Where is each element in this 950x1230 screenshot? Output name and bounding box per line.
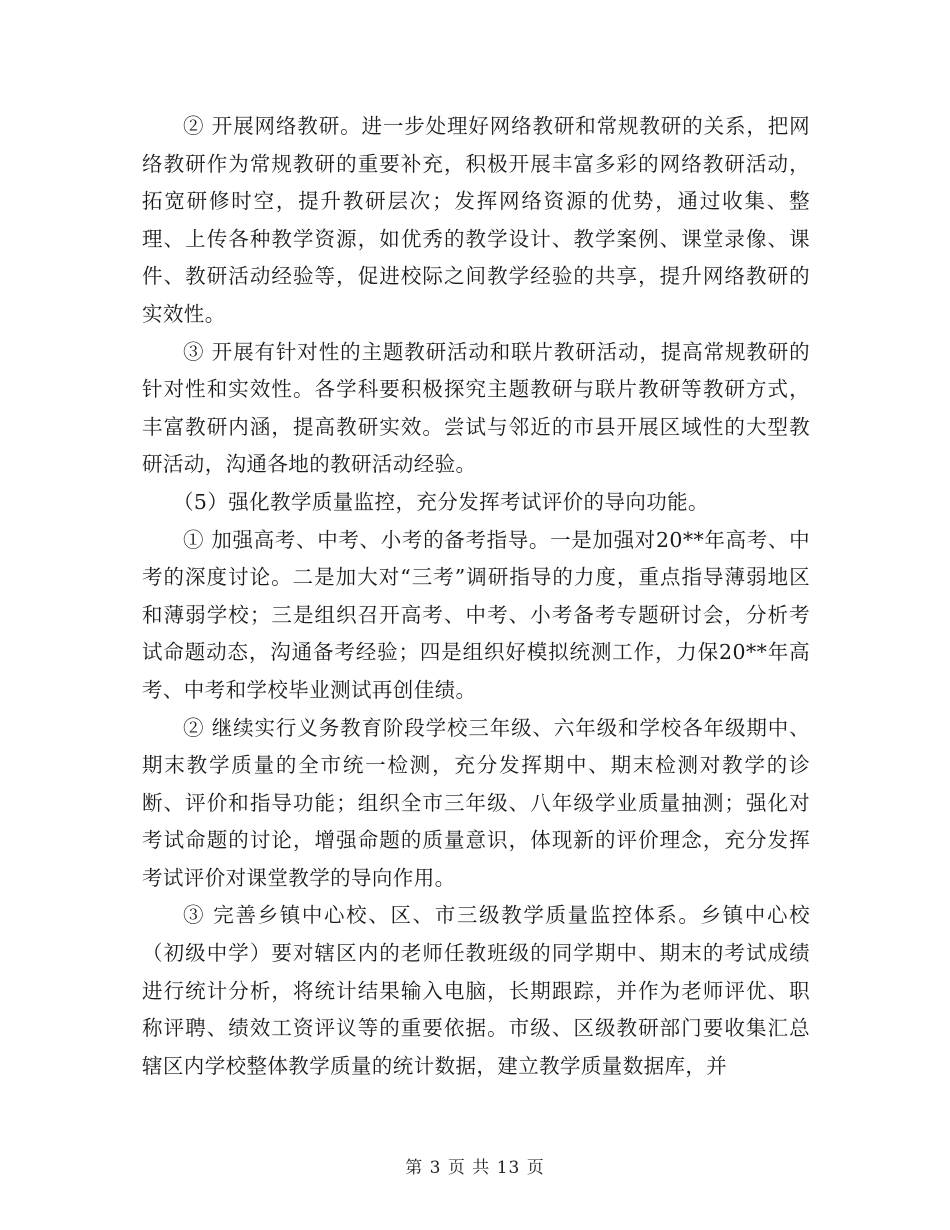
paragraph-network-research: ② 开展网络教研。进一步处理好网络教研和常规教研的关系，把网络教研作为常规教研的重要补充，积极开展丰富多彩的网络教研活动，拓宽研修时空，提升教研层次；发挥网络资源的优势，通过收集、整理、上传各种教学资源，如优秀的教学设计、教学案例、课堂录像、课件、教研活动经验等，促进校际之间教学经验的共享，提升网络教研的实效性。: [142, 114, 810, 326]
paragraph-monitoring-system: ③ 完善乡镇中心校、区、市三级教学质量监控体系。乡镇中心校（初级中学）要对辖区内的老师任教班级的同学期中、期末的考试成绩进行统计分析，将统计结果输入电脑，长期跟踪，并作为老师评优、职称评聘、绩效工资评议等的重要依据。市级、区级教研部门要收集汇总辖区内学校整体教学质量的统计数据，建立教学质量数据库，并: [142, 903, 810, 1078]
paragraph-themed-research: ③ 开展有针对性的主题教研活动和联片教研活动，提高常规教研的针对性和实效性。各学科要积极探究主题教研与联片教研等教研方式，丰富教研内涵，提高教研实效。尝试与邻近的市县开展区域性的大型教研活动，沟通各地的教研活动经验。: [142, 339, 810, 477]
document-body: [142, 108, 810, 1085]
section-heading-quality-monitoring: （5）强化教学质量监控，充分发挥考试评价的导向功能。: [173, 489, 709, 514]
paragraph-unified-testing: ② 继续实行义务教育阶段学校三年级、六年级和学校各年级期中、期末教学质量的全市统一检测，充分发挥期中、期末检测对教学的诊断、评价和指导功能；组织全市三年级、八年级学业质量抽测；强化对考试命题的讨论，增强命题的质量意识，体现新的评价理念，充分发挥考试评价对课堂教学的导向作用。: [142, 715, 810, 890]
page-number-footer: 第 3 页 共 13 页: [405, 1158, 545, 1178]
paragraph-exam-guidance: ① 加强高考、中考、小考的备考指导。一是加强对20**年高考、中考的深度讨论。二是加大对“三考”调研指导的力度，重点指导薄弱地区和薄弱学校；三是组织召开高考、中考、小考备考专题研讨会，分析考试命题动态，沟通备考经验；四是组织好模拟统测工作，力保20**年高考、中考和学校毕业测试再创佳绩。: [142, 527, 810, 702]
